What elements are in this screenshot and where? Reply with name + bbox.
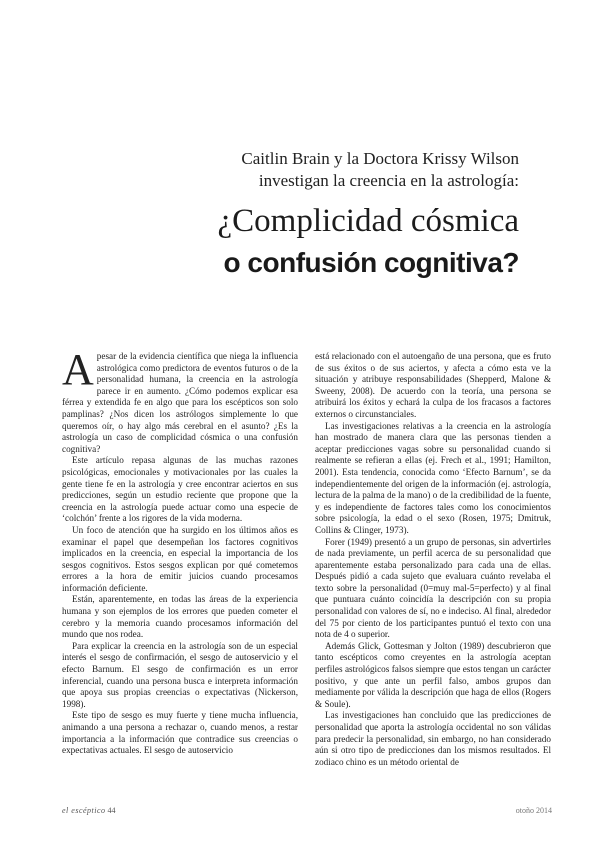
paragraph: [62, 345, 298, 455]
magazine-name: el escéptico: [62, 806, 106, 815]
byline-line-1: Caitlin Brain y la Doctora Krissy Wilson: [241, 149, 519, 168]
paragraph: está relacionado con el autoengaño de una persona, que es fruto de sus éxitos o de sus aciertos, y afecta a cómo esta ve la situación y atribuye responsabilidades (Shepperd, Malone & Sweeny, 2008). De acuerdo con la teoría, una persona se atribuirá los éxitos y echará la culpa de los fracasos a factores externos o circunstanciales.: [315, 351, 551, 419]
paragraph: Para explicar la creencia en la astrología son de un especial interés el sesgo de confirmación, el sesgo de autoservicio y el efecto Barnum. El sesgo de confirmación es un error inferencial, cuando una persona busca e interpreta información que apoya sus propias creencias o expectativas (Nickerson, 1998).: [62, 640, 298, 709]
drop-cap: A: [62, 345, 94, 394]
footer-magazine: [62, 806, 116, 815]
paragraph: Este artículo repasa algunas de las muchas razones psicológicas, emocionales y motivacionales por las cuales la gente tiene fe en la astrología y cree encontrar aciertos en sus predicciones, según un estudio reciente que propone que la creencia en la astrología puede actuar como una especie de ‘colchón’ frente a los rigores de la vida moderna.: [62, 455, 298, 524]
byline-line-2: investigan la creencia en la astrología:: [258, 171, 519, 190]
article-body: [62, 345, 551, 768]
paragraph: Además Glick, Gottesman y Jolton (1989) descubrieron que tanto escépticos como creyentes en la astrología aceptan perfiles astrológicos falsos siempre que estos tengan un carácter positivo, y que ante un perfil falso, ambos grupos dan mediamente por válida la descripción que haga de ellos (Rogers & Soule).: [315, 640, 551, 709]
footer-date: otoño 2014: [515, 806, 552, 815]
article-title-line-1: ¿Complicidad cósmica: [217, 203, 519, 239]
paragraph: Este tipo de sesgo es muy fuerte y tiene mucha influencia, animando a una persona a rechazar o, cuando menos, a restar importancia a la información que contradice sus creencias o expectativas actuales. El sesgo de autoservicio: [62, 710, 298, 756]
paragraph: Un foco de atención que ha surgido en los últimos años es examinar el papel que desempeñan los factores cognitivos implicados en la creencia, en especial la importancia de los sesgos cognitivos. Estos sesgos explican por qué cometemos errores a la hora de emitir juicios cuando procesamos información deficiente.: [62, 524, 298, 593]
paragraph: Están, aparentemente, en todas las áreas de la experiencia humana y son ejemplos de los errores que pueden cometer el cerebro y la memoria cuando procesamos información del mundo que nos rodea.: [62, 594, 298, 640]
paragraph: Las investigaciones relativas a la creencia en la astrología han mostrado de manera clara que las personas tienden a aceptar predicciones vagas sobre su personalidad cuando si realmente se refieran a ellas (ej. Frech et al., 1991; Hamilton, 2001). Esta tendencia, conocida como ‘Efecto Barnum’, se da independientemente del origen de la información (ej. astrología, lectura de la palma de la mano) o de la credibilidad de la fuente, y es independiente de factores tales como los conocimientos sobre psicología, la edad o el sexo (Rosen, 1975; Dmitruk, Collins & Clinger, 1973).: [315, 420, 551, 535]
page-number: 44: [107, 806, 116, 815]
right-column: [315, 351, 551, 768]
paragraph: Las investigaciones han concluido que las predicciones de personalidad que aporta la astrología occidental no son válidas para predecir la personalidad, sin embargo, no han considerado aún si otro tipo de predicciones dan los mismos resultados. El zodiaco chino es un método oriental de: [315, 710, 551, 767]
paragraph-text: pesar de la evidencia científica que niega la influencia astrológica como predictora de eventos futuros o de la personalidad humana, la creencia en la astrología parece ir en aumento. ¿Cómo podemos explicar esa férrea y extendida fe en algo que para los escépticos son solo pamplinas? ¿Nos dicen los astrólogos simplemente lo que queremos oír, o hay algo más cerebral en el asunto? ¿Es la astrología un caso de complicidad cósmica o una confusión cognitiva?: [62, 351, 298, 454]
article-title-line-2: o confusión cognitiva?: [223, 247, 519, 278]
byline: [99, 148, 519, 192]
left-column: [62, 345, 298, 768]
paragraph: Forer (1949) presentó a un grupo de personas, sin advertirles de nada previamente, un perfil acerca de su personalidad que aparentemente estaba personalizado para cada una de ellas. Después pidió a cada sujeto que evaluara cuánto revelaba el texto sobre la personalidad (0=muy mal-5=perfecto) y al final que puntuara cuánto coincidía la descripción con su propia personalidad con valores de sí, no e indeciso. Al final, alrededor del 75 por ciento de los participantes puntuó el texto con una nota de 4 o superior.: [315, 536, 551, 640]
